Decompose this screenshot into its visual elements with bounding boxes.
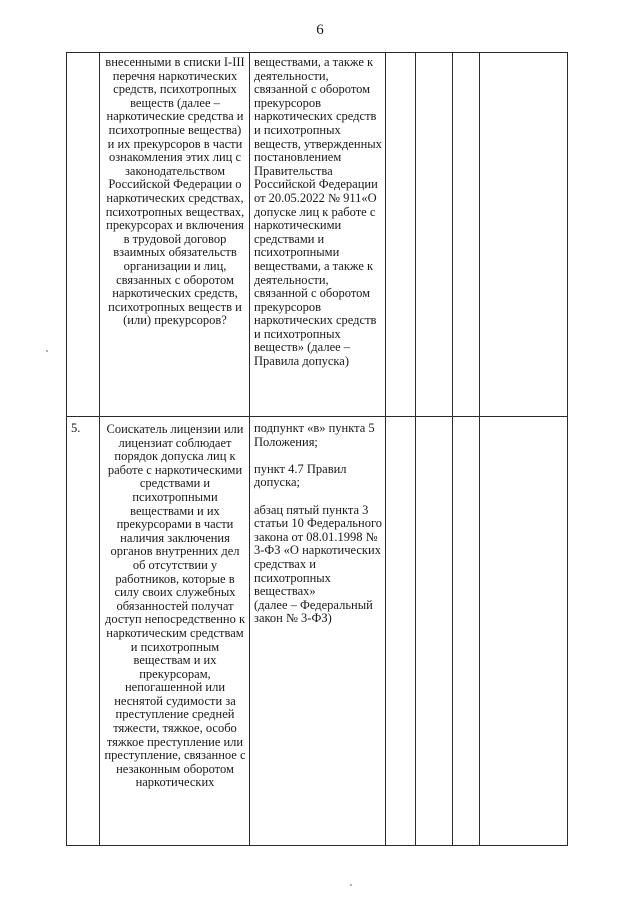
empty-cell-na	[453, 417, 480, 846]
row-number: 5.	[67, 417, 100, 846]
question-cell: внесенными в списки I-III перечня наркотических средств, психотропных веществ (далее – наркотические средства и психотропные вещества) и их прекурсоров в части ознакомления этих лиц с законодательством Российской Федерации о наркотических средствах, психотропных веществах, прекурсорах и включения в трудовой договор взаимных обязательств организации и лиц, связанных с оборотом наркотических средств, психотропных веществ и (или) прекурсоров?	[100, 53, 250, 417]
empty-cell-notes	[480, 417, 568, 846]
empty-cell-no	[416, 53, 453, 417]
empty-cell-yes	[386, 417, 416, 846]
table-row	[67, 53, 568, 417]
empty-cell-no	[416, 417, 453, 846]
empty-cell-yes	[386, 53, 416, 417]
checklist-table	[66, 52, 568, 846]
row-number	[67, 53, 100, 417]
scan-speck	[46, 350, 48, 352]
empty-cell-notes	[480, 53, 568, 417]
scan-speck	[350, 884, 352, 886]
empty-cell-na	[453, 53, 480, 417]
question-cell: Соискатель лицензии или лицензиат соблюдает порядок допуска лиц к работе с наркотическими средствами и психотропными веществами и их прекурсорами в части наличия заключения органов внутренних дел об отсутствии у работников, которые в силу своих служебных обязанностей получат доступ непосредственно к наркотическим средствам и психотропным веществам и их прекурсорам, непогашенной или неснятой судимости за преступление средней тяжести, тяжкое, особо тяжкое преступление или преступление, связанное с незаконным оборотом наркотических	[100, 417, 250, 846]
table-row	[67, 417, 568, 846]
legal-reference-cell: веществами, а также к деятельности, связанной с оборотом прекурсоров наркотических средств и психотропных веществ, утвержденных постановлением Правительства Российской Федерации от 20.05.2022 № 911«О допуске лиц к работе с наркотическими средствами и психотропными веществами, а также к деятельности, связанной с оборотом прекурсоров наркотических средств и психотропных веществ» (далее – Правила допуска)	[250, 53, 386, 417]
page-number: 6	[316, 22, 324, 38]
legal-reference-cell: подпункт «в» пункта 5 Положения; пункт 4.7 Правил допуска; абзац пятый пункта 3 статьи 10 Федерального закона от 08.01.1998 № 3-ФЗ «О наркотических средствах и психотропных веществах» (далее – Федеральный закон № 3-ФЗ)	[250, 417, 386, 846]
